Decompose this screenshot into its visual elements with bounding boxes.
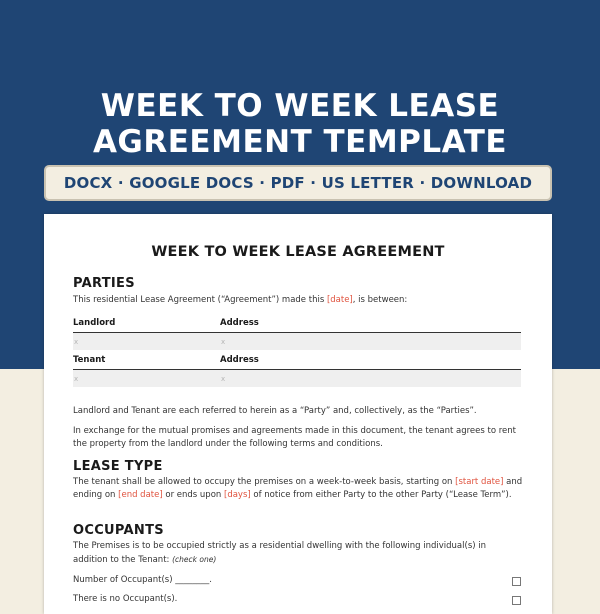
tenant-table: [73, 351, 521, 387]
intro-text: This residential Lease Agreement (“Agreement”) made this: [73, 295, 327, 305]
parties-intro: [73, 294, 523, 307]
parties-definition: Landlord and Tenant are each referred to herein as a “Party” and, collectively, as the “Parties”.: [73, 406, 477, 416]
exchange-clause: In exchange for the mutual promises and agreements made in this document, the tenant agrees to rent the property from the landlord under the following terms and conditions.: [73, 426, 516, 449]
occupants-body: The Premises is to be occupied strictly as a residential dwelling with the following individual(s) in addition to the Tenant:: [73, 541, 487, 565]
format-banner: [44, 165, 552, 201]
lease-text-4: of notice from either Party to the other Party (“Lease Term”).: [250, 490, 512, 500]
landlord-col: Landlord: [73, 318, 116, 328]
lease-text-3: or ends upon: [162, 490, 224, 500]
end-date-placeholder: [end date]: [118, 490, 163, 500]
landlord-value: x: [74, 337, 79, 346]
section-heading-parties: PARTIES: [73, 276, 135, 291]
landlord-table: [73, 314, 521, 350]
section-heading-lease-type: LEASE TYPE: [73, 459, 163, 474]
address-col: Address: [220, 355, 259, 365]
landlord-table-header: [73, 314, 521, 333]
title-line-2: AGREEMENT TEMPLATE: [92, 124, 508, 160]
tenant-row: [73, 370, 521, 387]
page-title: [0, 88, 600, 160]
date-placeholder: [date]: [326, 295, 353, 305]
tenant-address-value: x: [221, 374, 226, 383]
lease-text-2: and ending on: [73, 477, 523, 500]
occupant-option-none-label: There is no Occupant(s).: [73, 594, 178, 604]
tenant-value: x: [74, 374, 79, 383]
check-one-note: (check one): [172, 555, 217, 564]
format-list: DOCX · GOOGLE DOCS · PDF · US LETTER · DOWNLOAD: [63, 174, 533, 192]
occupants-text: [73, 540, 523, 567]
title-line-1: WEEK TO WEEK LEASE: [100, 88, 500, 124]
tenant-table-header: [73, 351, 521, 370]
address-col: Address: [220, 318, 259, 328]
lease-type-text: [73, 476, 523, 502]
occupant-option-number-label: Number of Occupant(s) ________.: [73, 575, 212, 585]
occupant-option-none: [73, 594, 521, 608]
section-heading-occupants: OCCUPANTS: [73, 523, 164, 538]
checkbox[interactable]: [512, 577, 521, 586]
document-title: WEEK TO WEEK LEASE AGREEMENT: [151, 244, 445, 260]
document-preview: [44, 214, 552, 614]
landlord-row: [73, 333, 521, 350]
start-date-placeholder: [start date]: [455, 477, 504, 487]
tenant-col: Tenant: [73, 355, 106, 365]
landlord-address-value: x: [221, 337, 226, 346]
days-placeholder: [days]: [224, 490, 251, 500]
lease-text-1: The tenant shall be allowed to occupy the premises on a week-to-week basis, starting on: [73, 477, 456, 487]
intro-end: , is between:: [352, 295, 408, 305]
occupant-option-number: [73, 575, 521, 589]
checkbox[interactable]: [512, 596, 521, 605]
